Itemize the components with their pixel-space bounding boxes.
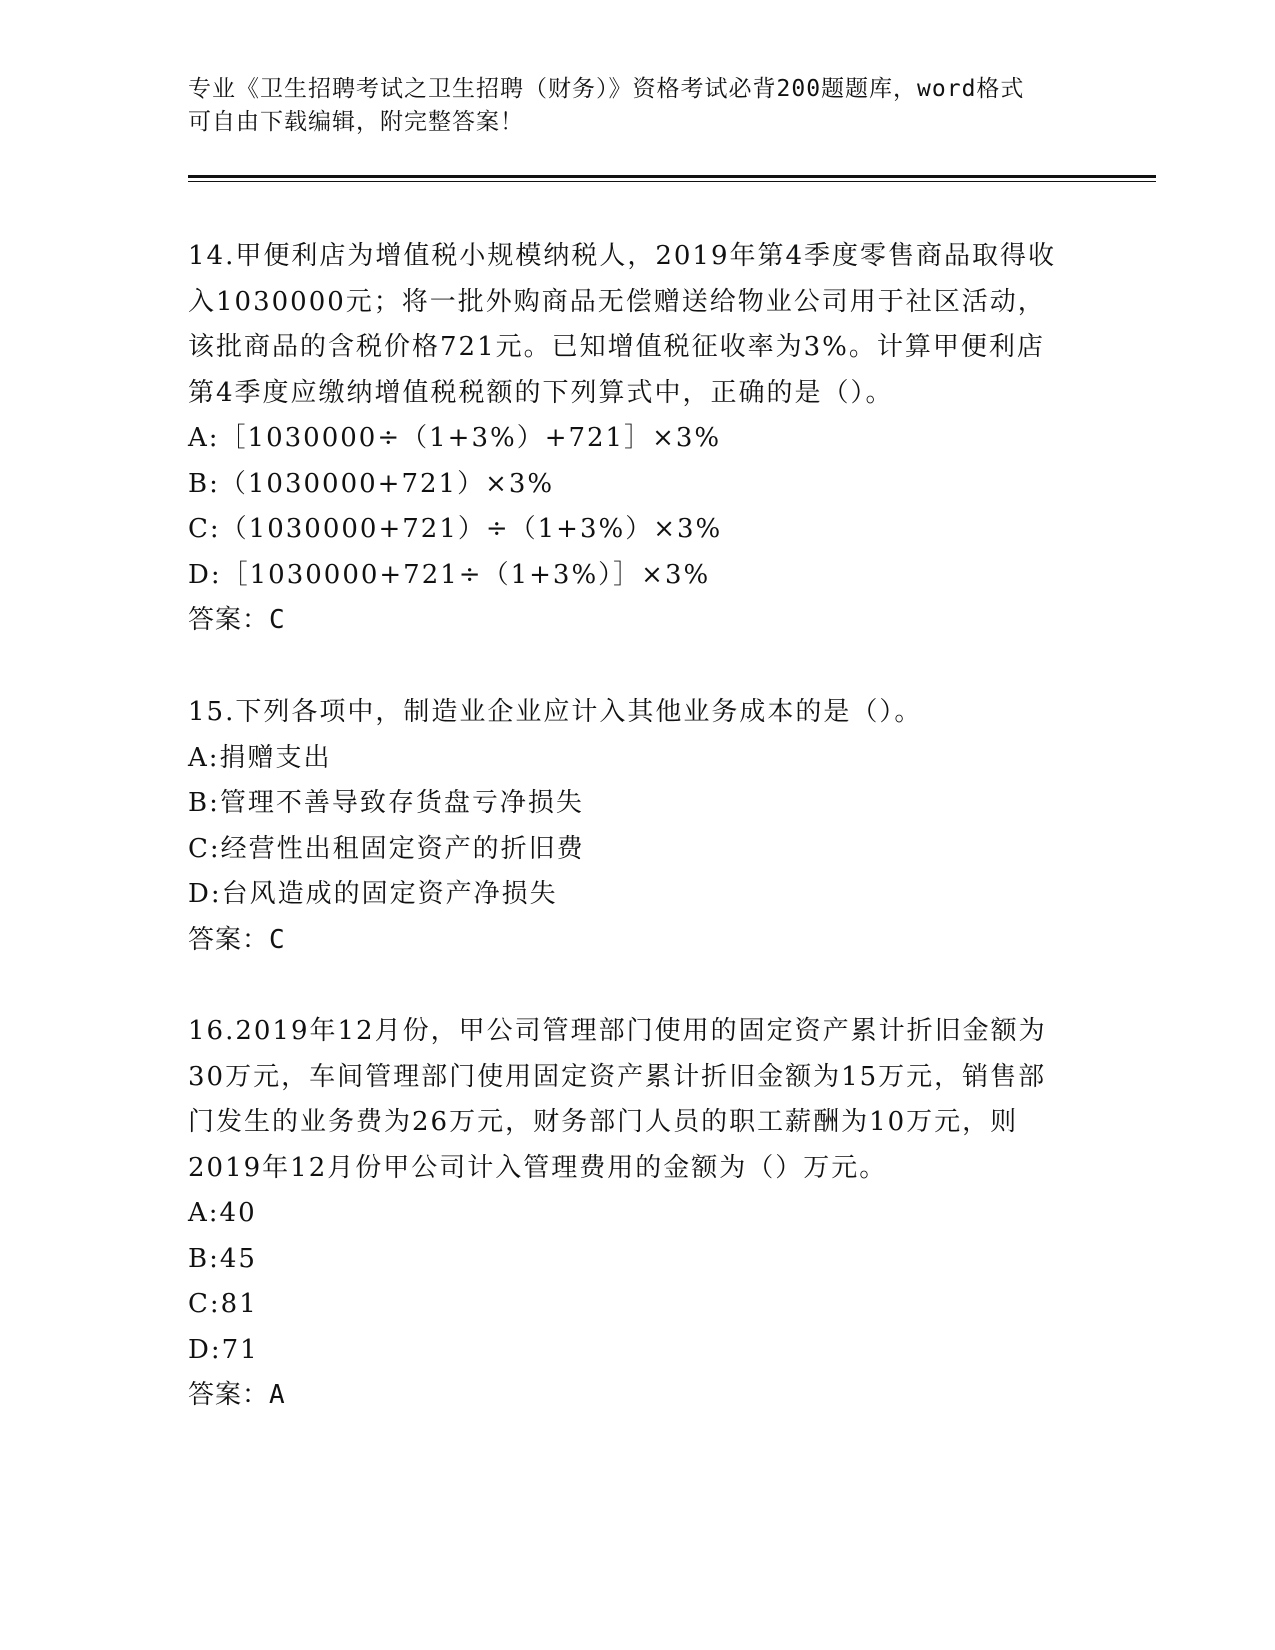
stem-line: 2019年12月份甲公司计入管理费用的金额为（）万元。 xyxy=(188,1152,888,1183)
stem-line: 入1030000元；将一批外购商品无偿赠送给物业公司用于社区活动， xyxy=(188,286,1046,317)
question-16 xyxy=(188,1009,1088,1419)
answer-line: 答案：C xyxy=(188,605,286,635)
question-stem xyxy=(188,234,1088,416)
document-header xyxy=(188,73,1088,139)
option-c: C:经营性出租固定资产的折旧费 xyxy=(188,833,585,864)
option-b: B:45 xyxy=(188,1243,257,1274)
option-a: A:捐赠支出 xyxy=(188,742,332,773)
answer-line: 答案：C xyxy=(188,924,286,955)
stem-line: 第4季度应缴纳增值税税额的下列算式中，正确的是（）。 xyxy=(188,377,894,408)
stem-line: 14.甲便利店为增值税小规模纳税人，2019年第4季度零售商品取得收 xyxy=(188,241,1057,271)
header-line-1: 专业《卫生招聘考试之卫生招聘（财务）》资格考试必背200题题库，word格式 xyxy=(188,76,1025,102)
option-d: D:［1030000+721÷（1+3%）］×3% xyxy=(188,559,711,590)
header-line-2: 可自由下载编辑，附完整答案！ xyxy=(188,109,524,135)
stem-line: 该批商品的含税价格721元。已知增值税征收率为3%。计算甲便利店 xyxy=(188,332,1045,362)
option-a: A:40 xyxy=(188,1198,257,1228)
option-c: C:（1030000+721）÷（1+3%）×3% xyxy=(188,514,723,544)
answer-line: 答案：A xyxy=(188,1380,286,1410)
question-14 xyxy=(188,234,1088,644)
question-stem xyxy=(188,690,1088,736)
question-15 xyxy=(188,690,1088,963)
header-divider-thin xyxy=(188,181,1156,182)
header-divider-thick xyxy=(188,175,1156,178)
stem-line: 30万元，车间管理部门使用固定资产累计折旧金额为15万元，销售部 xyxy=(188,1061,1047,1092)
option-a: A:［1030000÷（1+3%）+721］×3% xyxy=(188,423,722,453)
option-b: B:（1030000+721）×3% xyxy=(188,468,555,499)
stem-line: 16.2019年12月份，甲公司管理部门使用的固定资产累计折旧金额为 xyxy=(188,1016,1047,1046)
stem-line: 15.下列各项中，制造业企业应计入其他业务成本的是（）。 xyxy=(188,697,923,727)
stem-line: 门发生的业务费为26万元，财务部门人员的职工薪酬为10万元，则 xyxy=(188,1107,1019,1137)
option-c: C:81 xyxy=(188,1289,258,1319)
option-b: B:管理不善导致存货盘亏净损失 xyxy=(188,788,584,818)
option-d: D:台风造成的固定资产净损失 xyxy=(188,879,558,909)
question-stem xyxy=(188,1009,1088,1191)
option-d: D:71 xyxy=(188,1334,259,1365)
